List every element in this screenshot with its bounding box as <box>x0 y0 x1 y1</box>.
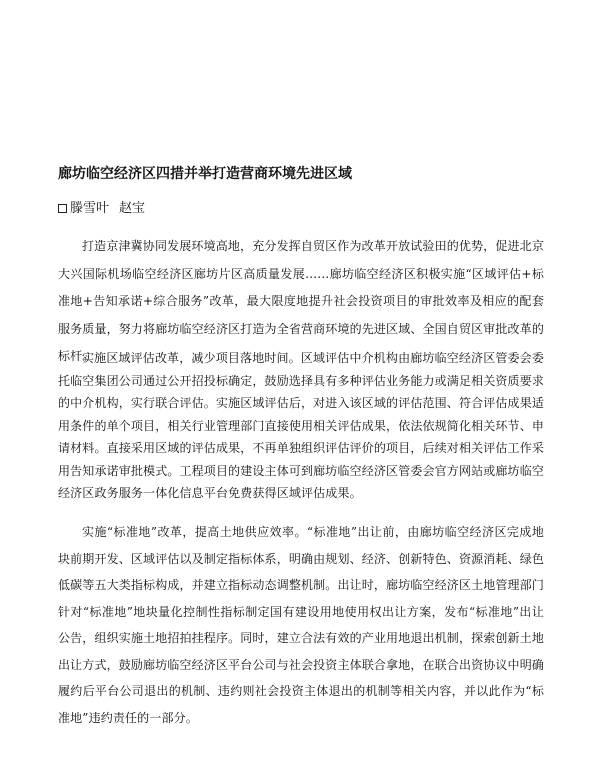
square-bullet-icon <box>58 204 67 213</box>
body-paragraph: 打造京津冀协同发展环境高地，充分发挥自贸区作为改革开放试验田的优势，促进北京大兴国际机场临空经济区廊坊片区高质量发展……廊坊临空经济区积极实施“区域评估+标准地+告知承诺+综合服务”改革，最大限度地提升社会投资项目的审批效率及相应的配套服务质量，努力将廊坊临空经济区打造为全省营商环境的先进区域、全国自贸区审批改革的标杆。 <box>58 239 545 363</box>
author-line <box>58 199 145 219</box>
body-paragraph: 实施“标准地”改革，提高土地供应效率。“标准地”出让前，由廊坊临空经济区完成地块前期开发、区域评估以及制定指标体系，明确由规划、经济、创新特色、资源消耗、绿色低碳等五大类指标构成，并建立指标动态调整机制。出让时，廊坊临空经济区土地管理部门针对“标准地”地块量化控制性指标制定国有建设用地使用权出让方案，发布“标准地”出让公告，组织实施土地招拍挂程序。同时，建立合法有效的产业用地退出机制，探索创新土地出让方式，鼓励廊坊临空经济区平台公司与社会投资主体联合拿地，在联合出资协议中明确履约后平台公司退出的机制、违约则社会投资主体退出的机制等相关内容，并以此作为“标准地”违约责任的一部分。 <box>58 525 545 725</box>
article-title: 廊坊临空经济区四措并举打造营商环境先进区域 <box>58 166 352 182</box>
author-name: 赵宝 <box>119 201 146 216</box>
body-paragraph: 实施区域评估改革，减少项目落地时间。区域评估中介机构由廊坊临空经济区管委会委托临空集团公司通过公开招投标确定，鼓励选择具有多种评估业务能力或满足相关资质要求的中介机构，实行联合评估。实施区域评估后，对进入该区域的评估范围、符合评估成果适用条件的单个项目，相关行业管理部门直接使用相关评估成果，依法依规简化相关环节、申请材料。直接采用区域的评估成果，不再单独组织评估评价的项目，后续对相关评估工作采用告知承诺审批模式。工程项目的建设主体可到廊坊临空经济区管委会官方网站或廊坊临空经济区政务服务一体化信息平台免费获得区域评估成果。 <box>58 351 545 500</box>
author-name: 滕雪叶 <box>70 201 110 216</box>
